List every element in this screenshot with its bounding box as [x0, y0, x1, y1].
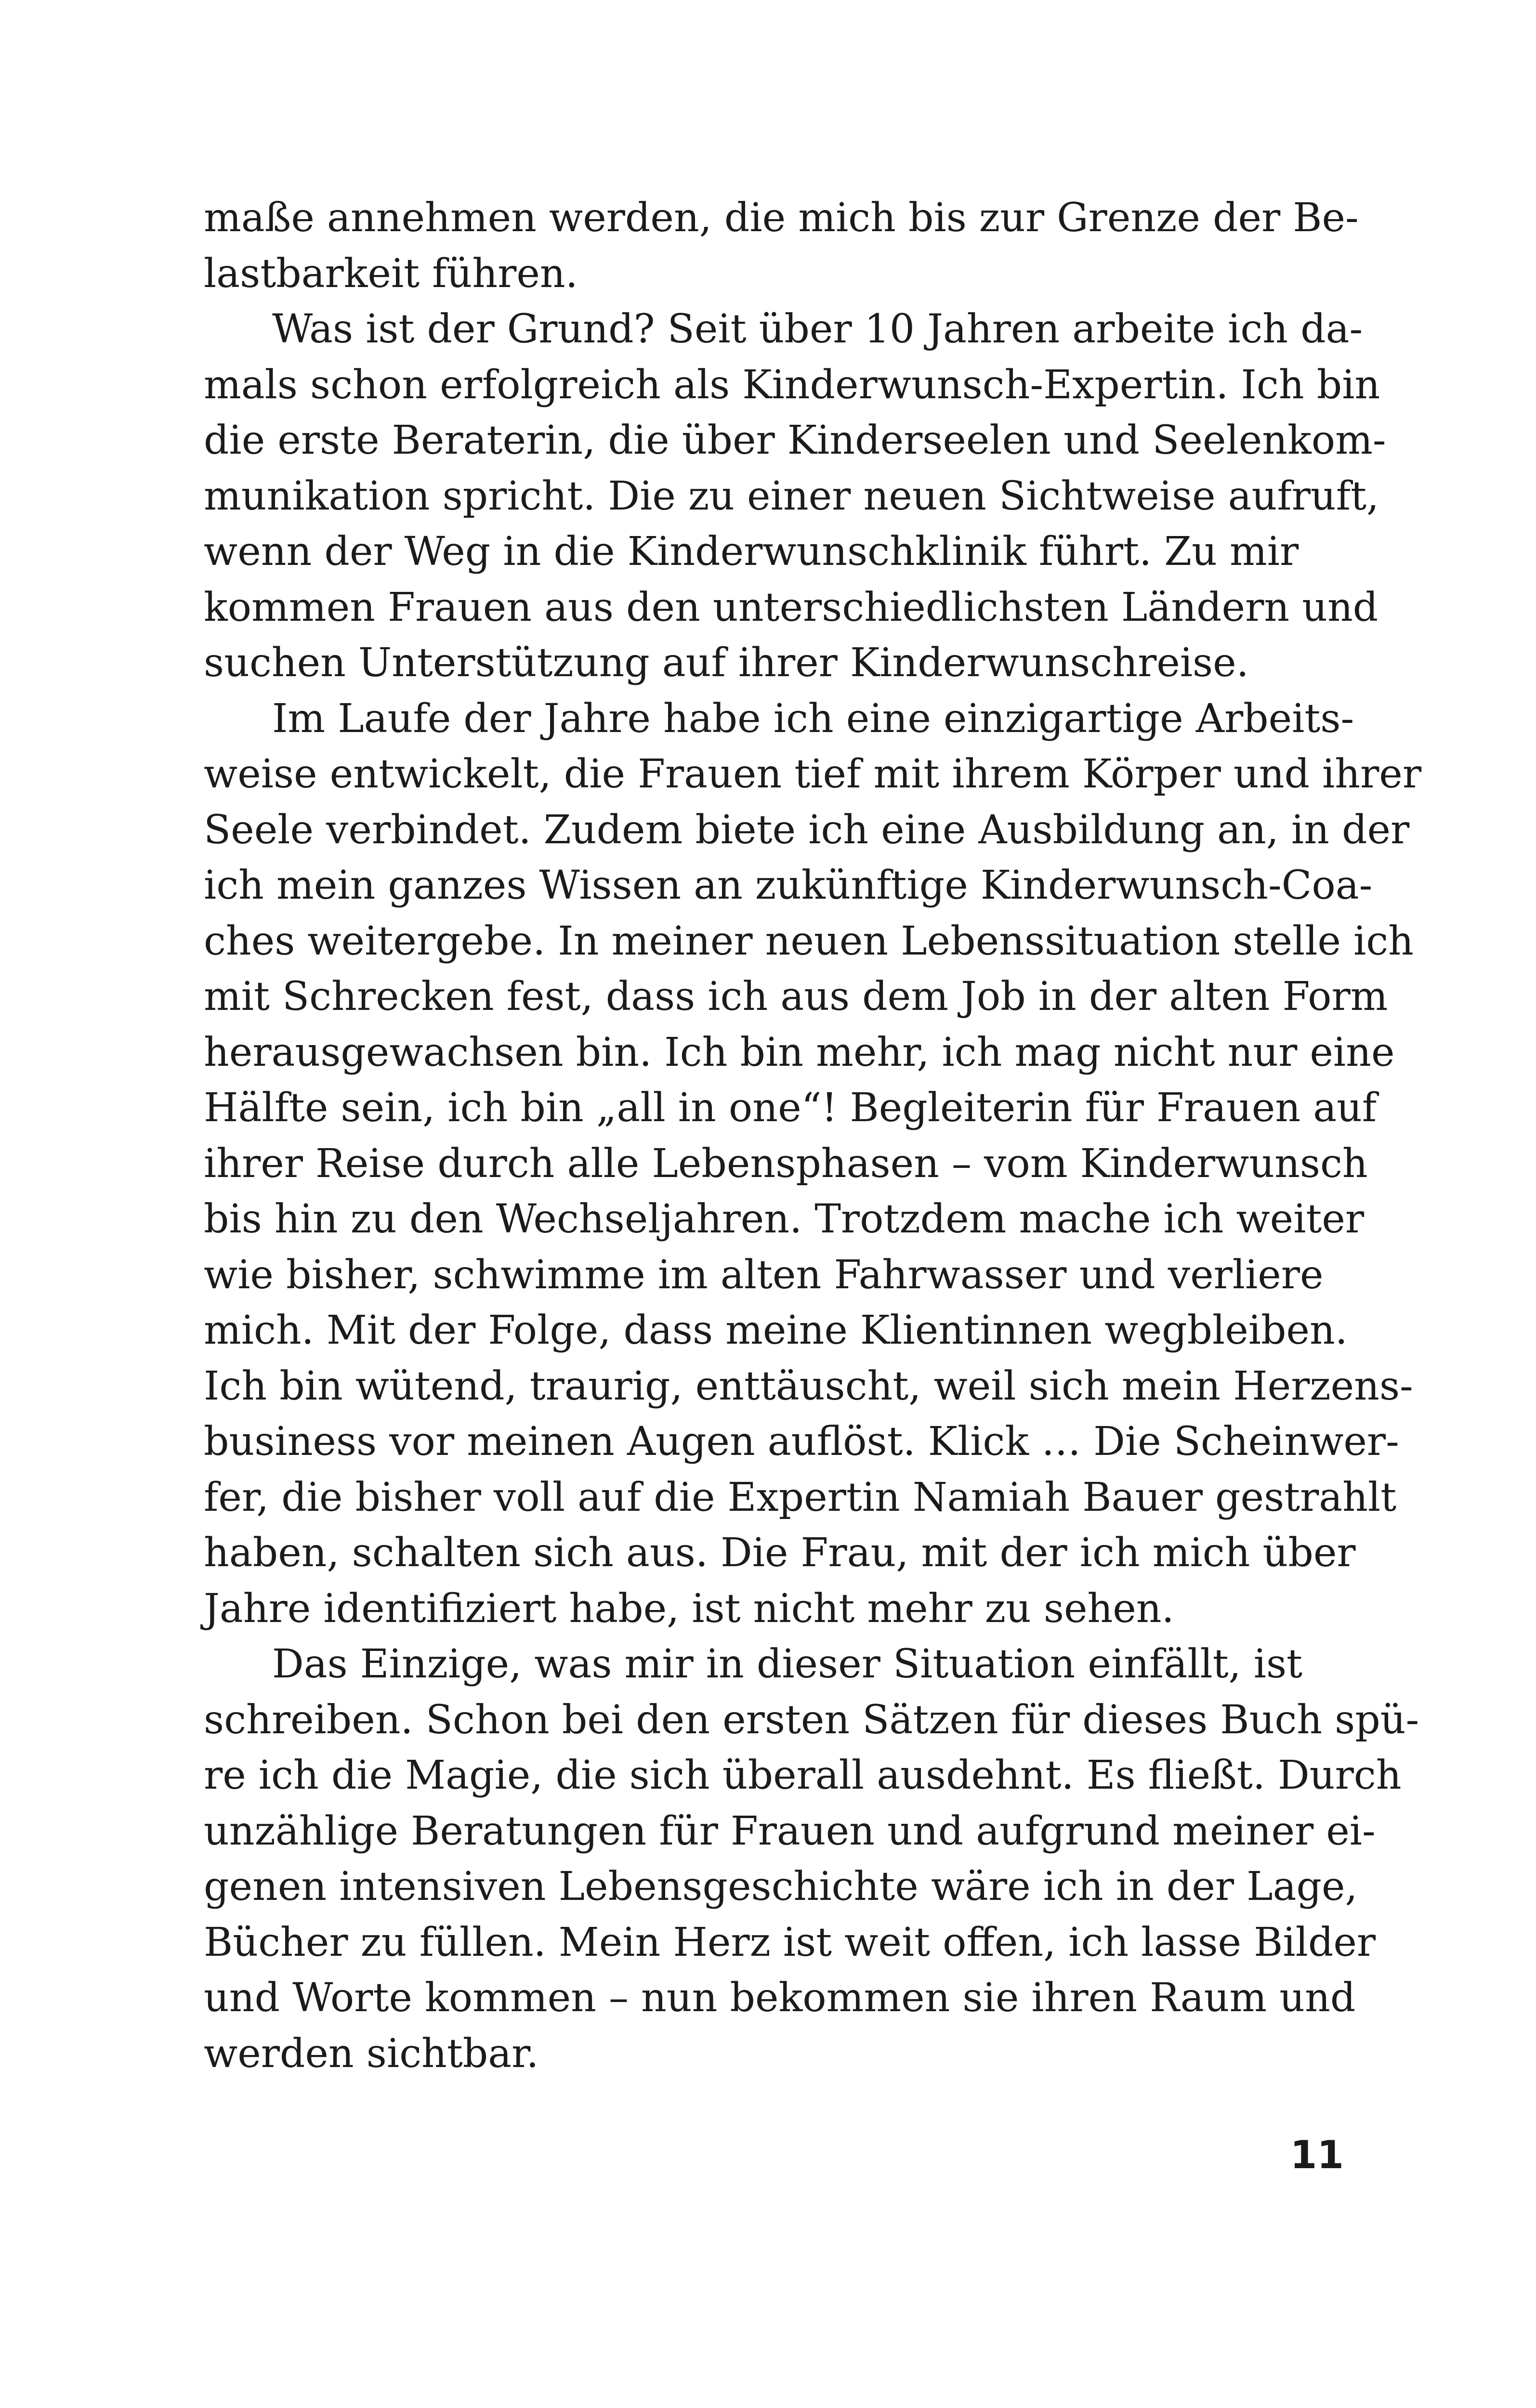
text-line: wenn der Weg in die Kinderwunschklinik führt. Zu mir — [204, 529, 1299, 575]
text-line: fer, die bisher voll auf die Expertin Namiah Bauer gestrahlt — [204, 1474, 1397, 1520]
body-text — [204, 190, 1422, 2081]
text-line: suchen Unterstützung auf ihrer Kinderwunschreise. — [204, 640, 1249, 686]
text-line: weise entwickelt, die Frauen tief mit ihrem Körper und ihrer — [204, 751, 1422, 797]
text-line: wie bisher, schwimme im alten Fahrwasser und verliere — [204, 1252, 1324, 1298]
text-line: werden sichtbar. — [204, 2030, 539, 2077]
text-line: unzählige Beratungen für Frauen und aufgrund meiner ei- — [204, 1808, 1376, 1854]
text-line: mit Schrecken fest, dass ich aus dem Job in der alten Form — [204, 974, 1388, 1020]
text-line: Ich bin wütend, traurig, enttäuscht, weil sich mein Herzens- — [204, 1363, 1413, 1409]
text-line: ich mein ganzes Wissen an zukünftige Kinderwunsch-Coa- — [204, 863, 1373, 908]
text-line: re ich die Magie, die sich überall ausdehnt. Es fließt. Durch — [204, 1753, 1402, 1798]
text-line: mals schon erfolgreich als Kinderwunsch-Expertin. Ich bin — [204, 362, 1380, 408]
text-line: maße annehmen werden, die mich bis zur Grenze der Be- — [204, 195, 1359, 241]
text-line: herausgewachsen bin. Ich bin mehr, ich mag nicht nur eine — [204, 1029, 1395, 1075]
page-number: 11 — [1290, 2133, 1344, 2177]
text-line: Im Laufe der Jahre habe ich eine einzigartige Arbeits- — [272, 695, 1354, 742]
text-line: bis hin zu den Wechseljahren. Trotzdem mache ich weiter — [204, 1196, 1365, 1242]
text-line: Hälfte sein, ich bin „all in one“! Begleiterin für Frauen auf — [204, 1085, 1377, 1131]
text-line: haben, schalten sich aus. Die Frau, mit der ich mich über — [204, 1530, 1356, 1576]
text-line: mich. Mit der Folge, dass meine Klientinnen wegbleiben. — [204, 1308, 1348, 1353]
text-line: Bücher zu füllen. Mein Herz ist weit offen, ich lasse Bilder — [204, 1919, 1376, 1965]
text-line: Jahre identifiziert habe, ist nicht mehr zu sehen. — [204, 1585, 1174, 1632]
text-line: Das Einzige, was mir in dieser Situation einfällt, ist — [272, 1641, 1303, 1687]
text-line: ches weitergebe. In meiner neuen Lebenssituation stelle ich — [204, 918, 1414, 964]
text-line: und Worte kommen – nun bekommen sie ihren Raum und — [204, 1975, 1356, 2021]
text-line: schreiben. Schon bei den ersten Sätzen für dieses Buch spü- — [204, 1697, 1419, 1743]
text-line: die erste Beraterin, die über Kinderseelen und Seelenkom- — [204, 418, 1386, 463]
text-line: Seele verbindet. Zudem biete ich eine Ausbildung an, in der — [204, 807, 1410, 853]
text-line: genen intensiven Lebensgeschichte wäre ich in der Lage, — [204, 1864, 1358, 1910]
text-line: business vor meinen Augen auflöst. Klick … Die Scheinwer- — [204, 1419, 1399, 1465]
text-line: munikation spricht. Die zu einer neuen Sichtweise aufruft, — [204, 473, 1379, 519]
text-line: ihrer Reise durch alle Lebensphasen – vom Kinderwunsch — [204, 1140, 1368, 1187]
text-line: lastbarkeit führen. — [204, 250, 578, 297]
text-line: Was ist der Grund? Seit über 10 Jahren arbeite ich da- — [272, 306, 1363, 352]
text-line: kommen Frauen aus den unterschiedlichsten Ländern und — [204, 584, 1378, 630]
